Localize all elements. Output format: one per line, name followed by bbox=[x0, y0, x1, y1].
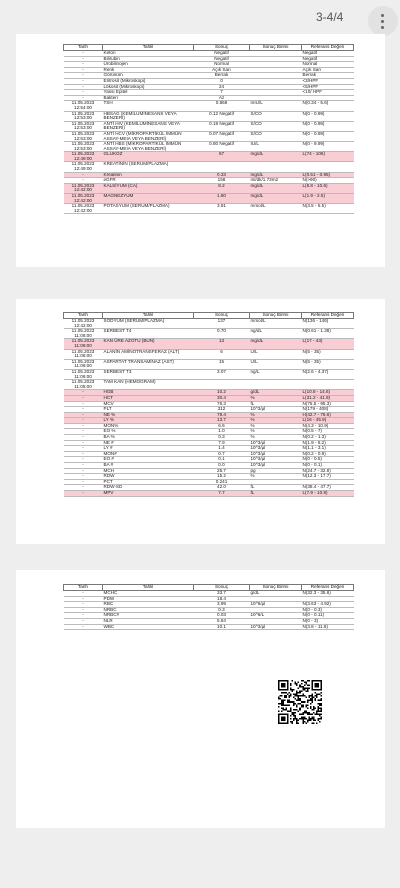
test-name-cell: SERBEST T4 bbox=[103, 329, 194, 339]
reference-cell: N(0 - 0.1) bbox=[302, 463, 354, 469]
date-cell: 11.05.2023 11:06:00 bbox=[64, 359, 103, 369]
result-cell: 10.2 bbox=[194, 390, 250, 396]
date-cell: 11.05.2023 12:42:00 bbox=[64, 194, 103, 204]
unit-cell: ng/L bbox=[250, 369, 302, 379]
column-header-date: Tarih bbox=[64, 313, 103, 319]
result-cell: 0.868 bbox=[194, 101, 250, 111]
test-name-cell: TAM KAN (HEMOGRAM) bbox=[103, 380, 194, 390]
reference-cell: N(3.8 - 11.8) bbox=[302, 624, 354, 630]
unit-cell: 10^6/µl bbox=[250, 602, 302, 608]
result-cell: 10.1 bbox=[194, 624, 250, 630]
table-row bbox=[64, 349, 354, 359]
result-cell: 33.7 bbox=[194, 591, 250, 597]
test-name-cell: NRBC bbox=[103, 607, 194, 613]
unit-cell bbox=[250, 380, 302, 390]
test-name-cell: NE # bbox=[103, 440, 194, 446]
table-row bbox=[64, 369, 354, 379]
unit-cell: 10^3/µl bbox=[250, 463, 302, 469]
unit-cell: U/L bbox=[250, 349, 302, 359]
test-name-cell: ANTİ HBS (MİKROPARTİKÜL İMMÜN ASSAY-MEIA VEYA BENZERİ) bbox=[103, 142, 194, 152]
lab-results-table-3 bbox=[63, 584, 354, 630]
date-cell: 11.05.2023 12:54:00 bbox=[64, 101, 103, 111]
unit-cell: mmol/L bbox=[250, 319, 302, 329]
reference-cell: Negatif bbox=[302, 56, 354, 62]
test-name-cell: RBC bbox=[103, 602, 194, 608]
unit-cell: g/dL bbox=[250, 390, 302, 396]
date-cell: 11.05.2023 12:42:00 bbox=[64, 319, 103, 329]
result-cell: 0.0 bbox=[194, 463, 250, 469]
reference-cell: N(2.6 - 4.37) bbox=[302, 369, 354, 379]
reference-cell: H(42.7 - 76.6) bbox=[302, 412, 354, 418]
result-cell: 0 bbox=[194, 78, 250, 84]
date-cell: 11.05.2023 12:53:00 bbox=[64, 111, 103, 121]
unit-cell: IU/L bbox=[250, 142, 302, 152]
reference-cell: L(7.9 - 10.8) bbox=[302, 491, 354, 497]
reference-cell: N(0 - 3) bbox=[302, 618, 354, 624]
test-name-cell: Eritrosit (Mikroskopi) bbox=[103, 78, 194, 84]
date-cell: - bbox=[64, 172, 103, 178]
result-cell: 8.2 bbox=[194, 183, 250, 193]
unit-cell: mg/dL bbox=[250, 152, 302, 162]
test-name-cell: ANTİ HIV (KEMİLUMİNESANS VEYA BENZERİ) bbox=[103, 121, 194, 131]
reference-cell: N(3.5 - 5.5) bbox=[302, 204, 354, 214]
date-cell: 11.05.2023 11:05:00 bbox=[64, 380, 103, 390]
result-cell: Negatif bbox=[194, 51, 250, 57]
test-name-cell: Bakteri bbox=[103, 95, 194, 101]
reference-cell: N(179 - 408) bbox=[302, 407, 354, 413]
reference-cell: L(16 - 45.9) bbox=[302, 418, 354, 424]
reference-cell: N(12.3 - 17.7) bbox=[302, 474, 354, 480]
result-cell: 1.80 bbox=[194, 194, 250, 204]
date-cell: - bbox=[64, 607, 103, 613]
reference-cell: L(1.9 - 2.5) bbox=[302, 194, 354, 204]
unit-cell: mIU/L bbox=[250, 101, 302, 111]
unit-cell: % bbox=[250, 418, 302, 424]
test-name-cell: Renk bbox=[103, 67, 194, 73]
test-name-cell: Keton bbox=[103, 51, 194, 57]
unit-cell: fL bbox=[250, 491, 302, 497]
column-header-reference: Referans Değeri bbox=[302, 585, 354, 591]
reference-cell: N(0 - 0.3) bbox=[302, 607, 354, 613]
column-header-unit: Sonuç Birimi bbox=[250, 585, 302, 591]
column-header-unit: Sonuç Birimi bbox=[250, 313, 302, 319]
table-row-abnormal bbox=[64, 183, 354, 193]
result-cell: 0.03 bbox=[194, 613, 250, 619]
table-row bbox=[64, 162, 354, 172]
column-header-unit: Sonuç Birimi bbox=[250, 45, 302, 51]
reference-cell bbox=[302, 162, 354, 172]
test-name-cell: PCT bbox=[103, 479, 194, 485]
table-row-abnormal bbox=[64, 491, 354, 497]
reference-cell: N(32.3 - 35.6) bbox=[302, 591, 354, 597]
result-cell: 3.99 bbox=[194, 602, 250, 608]
reference-cell: Normal bbox=[302, 62, 354, 68]
test-name-cell: KALSİYUM (CA) bbox=[103, 183, 194, 193]
column-header-test-name: Tahlil bbox=[103, 313, 194, 319]
test-name-cell: HBSAG (KEMİLUMİNESANS VEYA BENZERİ) bbox=[103, 111, 194, 121]
test-name-cell: WBC bbox=[103, 624, 194, 630]
result-cell: 0.3 bbox=[194, 435, 250, 441]
reference-cell: N(>90) bbox=[302, 178, 354, 184]
unit-cell: % bbox=[250, 435, 302, 441]
result-cell: 78.4 bbox=[194, 412, 250, 418]
test-name-cell: BA % bbox=[103, 435, 194, 441]
unit-cell: % bbox=[250, 474, 302, 480]
result-cell: Negatif bbox=[194, 56, 250, 62]
date-cell: 11.05.2023 12:42:00 bbox=[64, 183, 103, 193]
reference-cell: N(0.2 - 0.9) bbox=[302, 451, 354, 457]
unit-cell: mg/dL bbox=[250, 172, 302, 178]
reference-cell bbox=[302, 380, 354, 390]
reference-cell: <5/HPF bbox=[302, 84, 354, 90]
reference-cell: N(5 - 35) bbox=[302, 359, 354, 369]
unit-cell: 10^3/µl bbox=[250, 440, 302, 446]
date-cell: 11.05.2023 12:49:00 bbox=[64, 152, 103, 162]
date-cell: - bbox=[64, 95, 103, 101]
unit-cell: g/dL bbox=[250, 591, 302, 597]
table-row bbox=[64, 101, 354, 111]
test-name-cell: RDW bbox=[103, 474, 194, 480]
test-name-cell: Ürobilinojen bbox=[103, 62, 194, 68]
test-name-cell: KAN ÜRE AZOTU (BUN) bbox=[103, 339, 194, 349]
result-cell: 3.07 bbox=[194, 369, 250, 379]
column-header-test-name: Tahlil bbox=[103, 45, 194, 51]
table-row bbox=[64, 624, 354, 630]
date-cell: - bbox=[64, 485, 103, 491]
table-row-abnormal bbox=[64, 339, 354, 349]
date-cell: - bbox=[64, 56, 103, 62]
test-name-cell: MAGNEZYUM bbox=[103, 194, 194, 204]
column-header-test-name: Tahlil bbox=[103, 585, 194, 591]
test-name-cell: MCV bbox=[103, 401, 194, 407]
column-header-date: Tarih bbox=[64, 585, 103, 591]
test-name-cell: SODYUM (SERUM/PLAZMA) bbox=[103, 319, 194, 329]
result-cell: 0.80 Negatif bbox=[194, 142, 250, 152]
reference-cell: N(0.5 - 7) bbox=[302, 429, 354, 435]
reference-cell: N(0 - 0.99) bbox=[302, 121, 354, 131]
result-cell: 6 bbox=[194, 349, 250, 359]
table-row bbox=[64, 359, 354, 369]
test-name-cell: Lökosit (Mikroskopi) bbox=[103, 84, 194, 90]
date-cell: - bbox=[64, 73, 103, 79]
result-cell: 0.70 bbox=[194, 329, 250, 339]
reference-cell: L(8.8 - 10.6) bbox=[302, 183, 354, 193]
date-cell: - bbox=[64, 178, 103, 184]
date-cell: - bbox=[64, 446, 103, 452]
reference-cell: L(74 - 106) bbox=[302, 152, 354, 162]
result-cell: 15.2 bbox=[194, 474, 250, 480]
result-cell bbox=[194, 380, 250, 390]
reference-cell: N(136 - 146) bbox=[302, 319, 354, 329]
reference-cell: N(0 - 0.99) bbox=[302, 111, 354, 121]
result-cell bbox=[194, 162, 250, 172]
date-cell: - bbox=[64, 435, 103, 441]
unit-cell: mg/dL bbox=[250, 339, 302, 349]
result-cell: 3.91 bbox=[194, 204, 250, 214]
date-cell: - bbox=[64, 474, 103, 480]
date-cell: - bbox=[64, 468, 103, 474]
reference-cell: N(0.2 - 1.3) bbox=[302, 435, 354, 441]
result-cell: 67 bbox=[194, 152, 250, 162]
test-name-cell: TSH bbox=[103, 101, 194, 111]
column-header-result: Sonuç bbox=[194, 313, 250, 319]
reference-cell: Berrak bbox=[302, 73, 354, 79]
unit-cell: % bbox=[250, 423, 302, 429]
test-name-cell: PDW bbox=[103, 596, 194, 602]
date-cell: - bbox=[64, 90, 103, 96]
result-cell: 76.3 bbox=[194, 401, 250, 407]
result-cell: Açık Sarı bbox=[194, 67, 250, 73]
date-cell: - bbox=[64, 440, 103, 446]
result-cell: 0.07 Negatif bbox=[194, 131, 250, 141]
more-options-icon[interactable] bbox=[368, 6, 398, 36]
test-name-cell: HCT bbox=[103, 395, 194, 401]
date-cell: - bbox=[64, 479, 103, 485]
date-cell: - bbox=[64, 78, 103, 84]
reference-cell: L(31.2 - 41.9) bbox=[302, 395, 354, 401]
date-cell: 11.05.2023 12:53:00 bbox=[64, 121, 103, 131]
test-name-cell: EO % bbox=[103, 429, 194, 435]
reference-cell: N(3.63 - 4.92) bbox=[302, 602, 354, 608]
reference-cell: <10/ HPF bbox=[302, 90, 354, 96]
result-cell: 0.3 bbox=[194, 607, 250, 613]
date-cell: - bbox=[64, 463, 103, 469]
reference-cell: N(0.61 - 1.38) bbox=[302, 329, 354, 339]
result-cell: 30.4 bbox=[194, 395, 250, 401]
test-name-cell: HGB bbox=[103, 390, 194, 396]
reference-cell: N(0 - 0.11) bbox=[302, 613, 354, 619]
test-name-cell: MCHC bbox=[103, 591, 194, 597]
reference-cell: N(38.4 - 47.7) bbox=[302, 485, 354, 491]
column-header-result: Sonuç bbox=[194, 585, 250, 591]
unit-cell: 10^3/µl bbox=[250, 407, 302, 413]
unit-cell: ng/dL bbox=[250, 329, 302, 339]
date-cell: - bbox=[64, 401, 103, 407]
result-cell: 0.19 Negatif bbox=[194, 121, 250, 131]
test-name-cell: MON# bbox=[103, 451, 194, 457]
reference-cell: N(1.1 - 3.1) bbox=[302, 446, 354, 452]
reference-cell: Açık Sarı bbox=[302, 67, 354, 73]
result-cell: Normal bbox=[194, 62, 250, 68]
test-name-cell: GLUKOZ bbox=[103, 152, 194, 162]
date-cell: 11.05.2023 12:53:00 bbox=[64, 142, 103, 152]
date-cell: - bbox=[64, 451, 103, 457]
table-row bbox=[64, 204, 354, 214]
date-cell: - bbox=[64, 491, 103, 497]
test-name-cell: ASPARTAT TRANSAMİNAZ (AST) bbox=[103, 359, 194, 369]
table-row bbox=[64, 380, 354, 390]
test-name-cell: ALANİN AMİNOTRANSFERAZ (ALT) bbox=[103, 349, 194, 359]
reference-cell: <3/HPF bbox=[302, 78, 354, 84]
lab-results-table-2 bbox=[63, 312, 354, 497]
result-cell: 7.9 bbox=[194, 440, 250, 446]
date-cell: - bbox=[64, 457, 103, 463]
table-row bbox=[64, 111, 354, 121]
test-name-cell: MPV bbox=[103, 491, 194, 497]
reference-cell: L(10.8 - 14.6) bbox=[302, 390, 354, 396]
unit-cell: U/L bbox=[250, 359, 302, 369]
unit-cell bbox=[250, 162, 302, 172]
reference-cell: L(0.51 - 0.95) bbox=[302, 172, 354, 178]
unit-cell: 10^3/µl bbox=[250, 624, 302, 630]
qr-code-icon bbox=[278, 680, 322, 724]
result-cell: 5.64 bbox=[194, 618, 250, 624]
unit-cell: ml/dk/1.73m2 bbox=[250, 178, 302, 184]
table-row bbox=[64, 142, 354, 152]
unit-cell: 10^3/µl bbox=[250, 457, 302, 463]
date-cell: 11.05.2023 11:06:00 bbox=[64, 339, 103, 349]
test-name-cell: PLT bbox=[103, 407, 194, 413]
document-page-3[interactable] bbox=[16, 570, 385, 828]
reference-cell: N(0 - 0.5) bbox=[302, 457, 354, 463]
result-cell: 7.7 bbox=[194, 491, 250, 497]
unit-cell: % bbox=[250, 412, 302, 418]
date-cell: - bbox=[64, 624, 103, 630]
result-cell: 6.6 bbox=[194, 423, 250, 429]
unit-cell: mg/dL bbox=[250, 194, 302, 204]
test-name-cell: RDW-SD bbox=[103, 485, 194, 491]
reference-cell: Negatif bbox=[302, 51, 354, 57]
unit-cell: fL bbox=[250, 485, 302, 491]
page-counter: 3-4/4 bbox=[316, 10, 344, 24]
test-name-cell: Bilirubin bbox=[103, 56, 194, 62]
result-cell: 158 bbox=[194, 178, 250, 184]
result-cell: 15 bbox=[194, 359, 250, 369]
result-cell: 42.0 bbox=[194, 485, 250, 491]
unit-cell: 10^3/µl bbox=[250, 446, 302, 452]
unit-cell: mmol/L bbox=[250, 204, 302, 214]
column-header-reference: Referans Değeri bbox=[302, 313, 354, 319]
table-row bbox=[64, 319, 354, 329]
reference-cell: N(75.5 - 95.3) bbox=[302, 401, 354, 407]
result-cell: 24 bbox=[194, 84, 250, 90]
date-cell: 11.05.2023 11:06:00 bbox=[64, 329, 103, 339]
test-name-cell: NE % bbox=[103, 412, 194, 418]
column-header-reference: Referans Değeri bbox=[302, 45, 354, 51]
date-cell: - bbox=[64, 618, 103, 624]
column-header-result: Sonuç bbox=[194, 45, 250, 51]
result-cell: 13 bbox=[194, 339, 250, 349]
test-name-cell: eGFR bbox=[103, 178, 194, 184]
date-cell: - bbox=[64, 613, 103, 619]
table-row bbox=[64, 121, 354, 131]
column-header-date: Tarih bbox=[64, 45, 103, 51]
test-name-cell: Görünüm bbox=[103, 73, 194, 79]
test-name-cell: LY % bbox=[103, 418, 194, 424]
document-page-2[interactable] bbox=[16, 299, 385, 544]
reference-cell: N(1.9 - 8.2) bbox=[302, 440, 354, 446]
result-cell: 0.241 bbox=[194, 479, 250, 485]
result-cell: 137 bbox=[194, 319, 250, 329]
unit-cell: S/CO bbox=[250, 131, 302, 141]
result-cell: 1.4 bbox=[194, 446, 250, 452]
result-cell: 18.4 bbox=[194, 596, 250, 602]
test-name-cell: Kreatinin bbox=[103, 172, 194, 178]
result-cell: 25.7 bbox=[194, 468, 250, 474]
date-cell: - bbox=[64, 418, 103, 424]
date-cell: - bbox=[64, 423, 103, 429]
test-name-cell: ANTİ HCV (MİKROPARTİKÜL İMMÜN ASSAY-MEIA VEYA BENZERİ) bbox=[103, 131, 194, 141]
date-cell: - bbox=[64, 62, 103, 68]
date-cell: 11.05.2023 12:53:00 bbox=[64, 131, 103, 141]
result-cell: 7 bbox=[194, 90, 250, 96]
date-cell: - bbox=[64, 390, 103, 396]
test-name-cell: BA # bbox=[103, 463, 194, 469]
unit-cell: 10^6/L bbox=[250, 613, 302, 619]
test-name-cell: SERBEST T3 bbox=[103, 369, 194, 379]
date-cell: - bbox=[64, 412, 103, 418]
reference-cell: N(0 - 9.99) bbox=[302, 142, 354, 152]
date-cell: - bbox=[64, 429, 103, 435]
test-name-cell: MON% bbox=[103, 423, 194, 429]
document-page-1[interactable] bbox=[16, 34, 385, 267]
date-cell: 11.05.2023 12:49:00 bbox=[64, 162, 103, 172]
date-cell: 11.05.2023 12:42:00 bbox=[64, 204, 103, 214]
unit-cell: % bbox=[250, 429, 302, 435]
date-cell: - bbox=[64, 602, 103, 608]
reference-cell: L(17 - 43) bbox=[302, 339, 354, 349]
result-cell: 312 bbox=[194, 407, 250, 413]
date-cell: - bbox=[64, 591, 103, 597]
result-cell: Az bbox=[194, 95, 250, 101]
result-cell: 0.7 bbox=[194, 451, 250, 457]
date-cell: - bbox=[64, 395, 103, 401]
reference-cell: N(4.3 - 10.9) bbox=[302, 423, 354, 429]
test-name-cell: LY # bbox=[103, 446, 194, 452]
date-cell: 11.05.2023 11:06:00 bbox=[64, 369, 103, 379]
date-cell: - bbox=[64, 84, 103, 90]
date-cell: - bbox=[64, 407, 103, 413]
result-cell: Berrak bbox=[194, 73, 250, 79]
result-cell: 1.0 bbox=[194, 429, 250, 435]
test-name-cell: POTASYUM (SERUM/PLAZMA) bbox=[103, 204, 194, 214]
test-name-cell: KREATİNİN (SERUM/PLAZMA) bbox=[103, 162, 194, 172]
test-name-cell: MCH bbox=[103, 468, 194, 474]
unit-cell: mg/dL bbox=[250, 183, 302, 193]
date-cell: - bbox=[64, 67, 103, 73]
test-name-cell: NLR bbox=[103, 618, 194, 624]
unit-cell: S/CO bbox=[250, 111, 302, 121]
unit-cell: fL bbox=[250, 401, 302, 407]
test-name-cell: NRBC# bbox=[103, 613, 194, 619]
result-cell: 0.1 bbox=[194, 457, 250, 463]
table-row-abnormal bbox=[64, 194, 354, 204]
unit-cell: % bbox=[250, 395, 302, 401]
result-cell: 13.7 bbox=[194, 418, 250, 424]
unit-cell: pg bbox=[250, 468, 302, 474]
date-cell: - bbox=[64, 596, 103, 602]
reference-cell: N(5 - 35) bbox=[302, 349, 354, 359]
reference-cell: N(0.34 - 5.6) bbox=[302, 101, 354, 111]
lab-results-table-1 bbox=[63, 44, 354, 214]
date-cell: 11.05.2023 11:06:00 bbox=[64, 349, 103, 359]
result-cell: 0.33 bbox=[194, 172, 250, 178]
unit-cell: S/CO bbox=[250, 121, 302, 131]
unit-cell: 10^3/µl bbox=[250, 451, 302, 457]
date-cell: - bbox=[64, 51, 103, 57]
test-name-cell: EO # bbox=[103, 457, 194, 463]
test-name-cell: Yassı Epitel bbox=[103, 90, 194, 96]
reference-cell: N(24.7 - 32.8) bbox=[302, 468, 354, 474]
result-cell: 0.12 Negatif bbox=[194, 111, 250, 121]
reference-cell: N(0 - 0.99) bbox=[302, 131, 354, 141]
